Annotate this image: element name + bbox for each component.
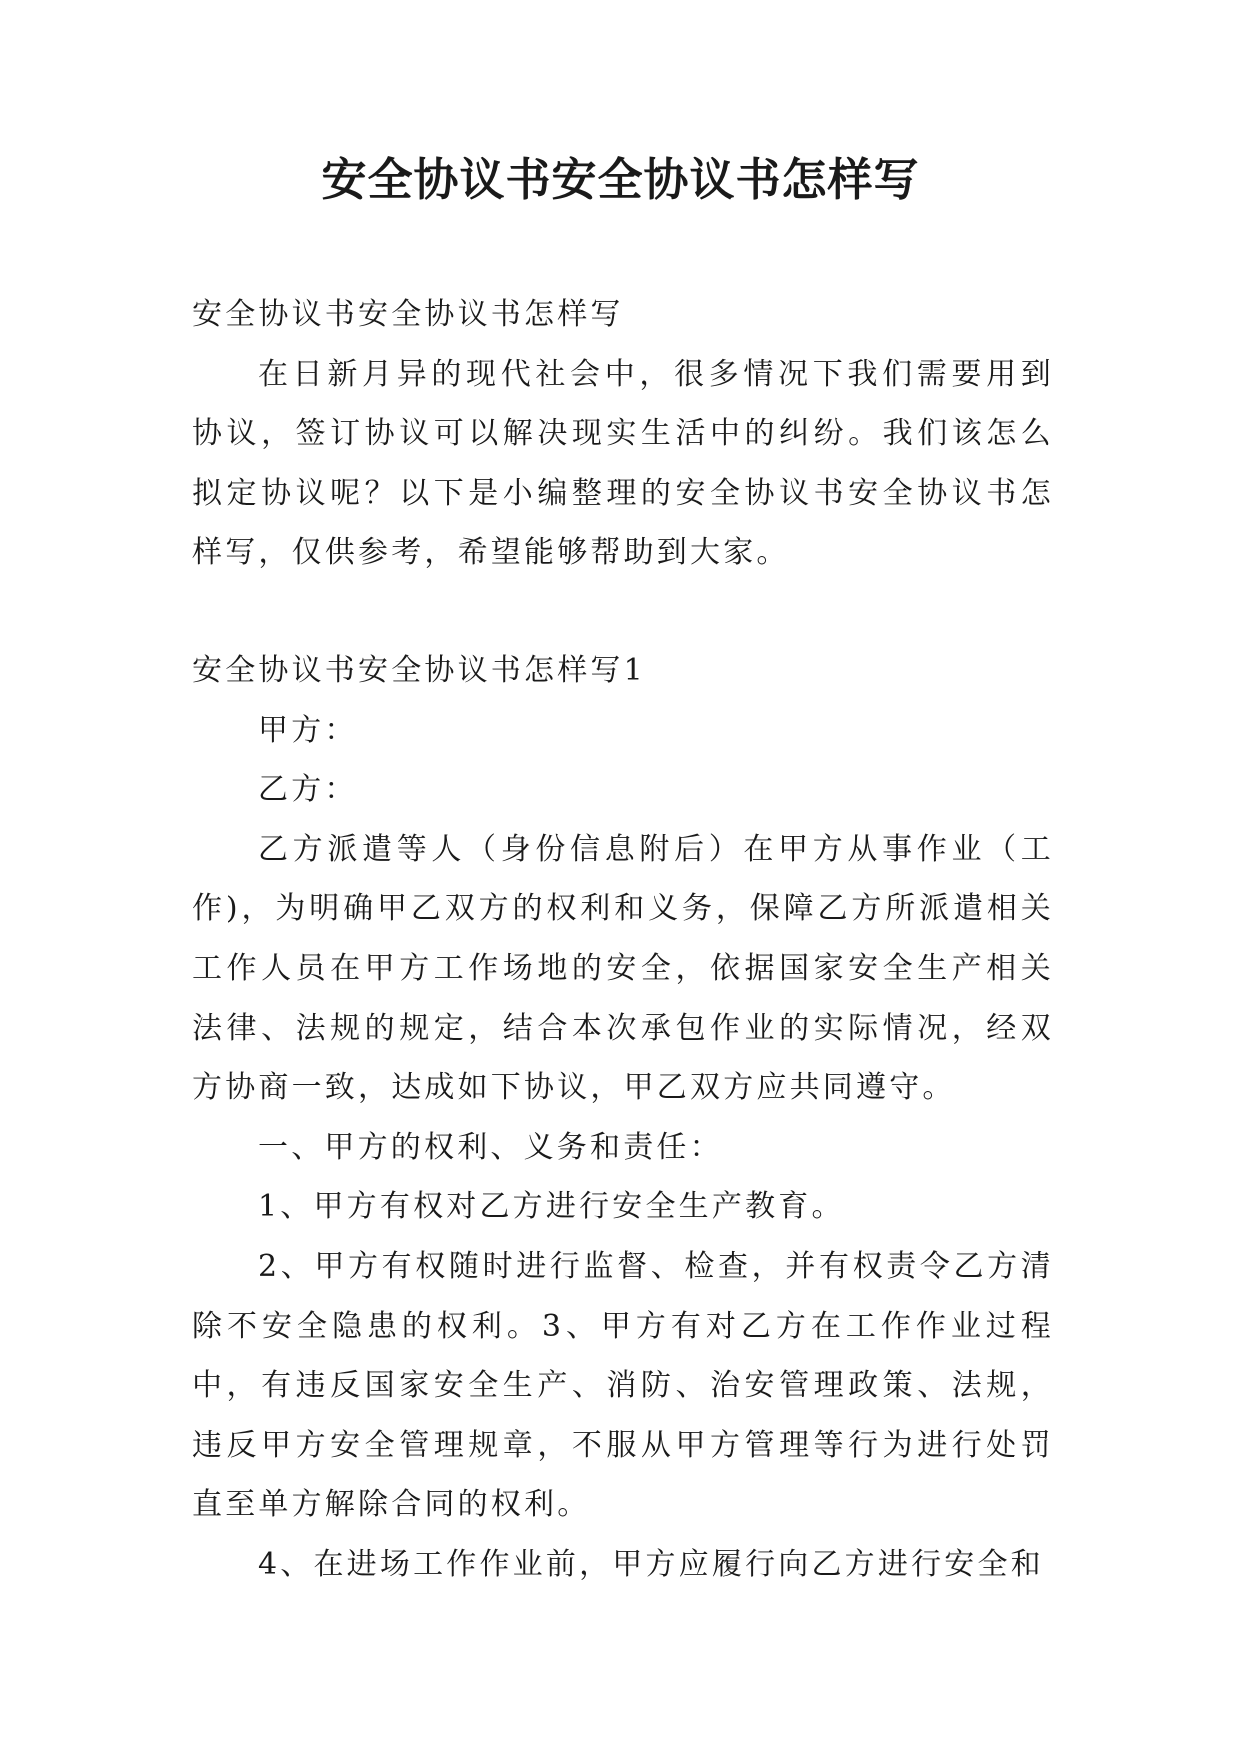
paragraph-spacer xyxy=(192,583,1054,641)
section-heading: 安全协议书安全协议书怎样写1 xyxy=(192,652,646,688)
intro-paragraph: 在日新月异的现代社会中，很多情况下我们需要用到协议，签订协议可以解决现实生活中的纠纷。我们该怎么拟定协议呢？以下是小编整理的安全协议书安全协议书怎样写，仅供参考，希望能够帮助到大家。 xyxy=(192,356,1054,571)
clause-2-3: 2、甲方有权随时进行监督、检查，并有权责令乙方清除不安全隐患的权利。3、甲方有对乙方在工作作业过程中，有违反国家安全生产、消防、治安管理政策、法规，违反甲方安全管理规章，不服从甲方管理等行为进行处罚直至单方解除合同的权利。 xyxy=(192,1248,1054,1523)
clause-4: 4、在进场工作作业前，甲方应履行向乙方进行安全和 xyxy=(258,1546,1044,1582)
document-body xyxy=(192,285,1054,1594)
preamble-paragraph: 乙方派遣等人（身份信息附后）在甲方从事作业（工作)，为明确甲乙双方的权利和义务，保障乙方所派遣相关工作人员在甲方工作场地的安全，依据国家安全生产相关法律、法规的规定，结合本次承包作业的实际情况，经双方协商一致，达成如下协议，甲乙双方应共同遵守。 xyxy=(192,831,1054,1106)
clause-1: 1、甲方有权对乙方进行安全生产教育。 xyxy=(258,1189,845,1225)
party-b-line: 乙方： xyxy=(258,772,358,808)
party-a-line: 甲方： xyxy=(258,712,358,748)
article-one-heading: 一、甲方的权利、义务和责任： xyxy=(258,1129,723,1165)
document-title: 安全协议书安全协议书怎样写 xyxy=(321,153,920,206)
intro-heading: 安全协议书安全协议书怎样写 xyxy=(192,297,624,332)
